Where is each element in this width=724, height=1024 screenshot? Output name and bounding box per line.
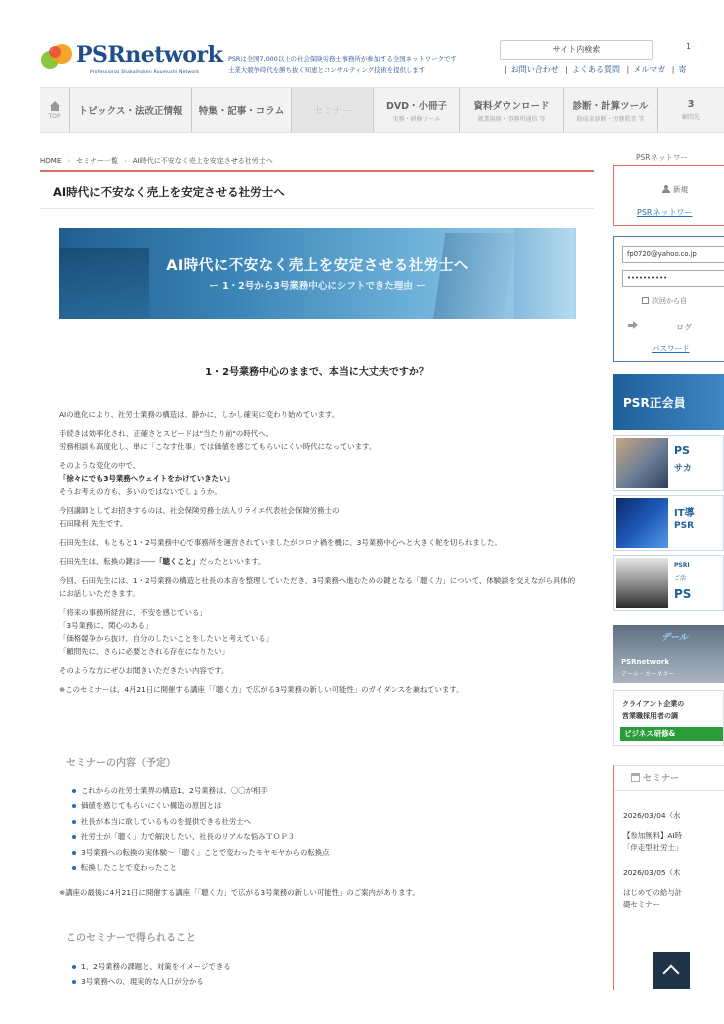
home-icon xyxy=(49,101,61,111)
seminar-description: AIの進化により、社労士業務の構造は、静かに、しかし確実に変わり始めています。 手続きは効率化され、正確さとスピードは"当たり前"の時代へ。 労務相談も高度化し、単に「こなす仕事」では価値を感じてもらいにくい時代になっています。 そのような変化の中で、 「徐々にでも3号業務へウェイトをかけていきたい」 そうお考えの方も、多いのではないでしょうか。 今回講師としてお招きするのは、社会保険労務士法人リライエ代表社会保険労務士の 石田隆利 先生です。 石田先生は、もともと1・2号業務中心で事務所を運営されていましたがコロナ禍を機に、3号業務中心へと大きく舵を切られました。 石田先生は、転換の鍵は――「聴くこと」だったといいます。 今回、石田先生には、1・2号業務の構造と社長の本音を整理していただき、3号業務へ進むための鍵となる「聴く力」について、体験談を交えながら具体的にお話しいただきます。 「将来の事務所経営に、不安を感じている」 「3号業務に、関心のある」 「価格競争から抜け、自分のしたいことをしたいと考えている」 「顧問先に、さらに必要とされる存在になりたい」 そのような方にぜひお聞きいただきたい内容です。 ※このセミナーは、4月21日に開催する講座「「聴く力」で広がる3号業務の新しい可能性」のガイダンスを兼ねています。 xyxy=(59,408,579,702)
logo-mark-icon xyxy=(40,42,74,74)
site-search-button[interactable]: サイト内検索 xyxy=(500,40,653,60)
email-field[interactable]: fp0720@yahoo.co.jp xyxy=(622,246,724,263)
banner-4[interactable]: PSRI ご活 PS xyxy=(613,555,724,611)
login-form xyxy=(613,236,724,362)
new-register-button[interactable]: 新規 xyxy=(662,184,688,195)
header-extra-link[interactable]: 1 xyxy=(686,42,692,51)
seminar-banner xyxy=(59,228,576,319)
target-quotes: 「将来の事務所経営に、不安を感じている」 「3号業務に、関心のある」 「価格競争から抜け、自分のしたいことをしたいと考えている」 「顧問先に、さらに必要とされる存在になりたい」 xyxy=(59,608,274,656)
title-divider xyxy=(40,208,594,209)
logo-text: PSRnetwork xyxy=(76,42,223,68)
breadcrumb-home[interactable]: HOME xyxy=(40,157,62,165)
header-tagline: PSRは全国7,000以上の社会保険労務士事務所が参加する全国ネットワークです 土業大競争時代を勝ち抜く知恵とコンサルティング技術を提供します xyxy=(228,55,457,74)
faq-link[interactable]: よくある質問 xyxy=(571,65,620,74)
banner-business-training[interactable]: クライアント企業の 営業職採用者の調 ビジネス研修& xyxy=(613,690,724,746)
logo[interactable] xyxy=(40,40,223,80)
contents-list xyxy=(72,783,572,875)
header-link-4[interactable]: 寄 xyxy=(678,65,687,74)
password-field[interactable]: •••••••••• xyxy=(622,270,724,287)
gains-list xyxy=(72,959,572,990)
forgot-password-link[interactable]: パスワード xyxy=(652,344,690,353)
banner-photo xyxy=(616,558,668,608)
psr-network-link[interactable]: PSRネットワー xyxy=(637,208,693,217)
nav-item-more[interactable]: 3 顧問先 xyxy=(681,99,700,121)
nav-articles[interactable]: 特集・記事・コラム xyxy=(192,88,292,132)
banner-photo xyxy=(616,498,668,548)
nav-dvd[interactable]: DVD・小冊子 実務・研修ツール xyxy=(374,88,460,132)
nav-topics[interactable]: トピックス・法改正情報 xyxy=(70,88,192,132)
sidebar-caption: PSRネットワー xyxy=(636,153,688,162)
banner-title: AI時代に不安なく売上を安定させる社労士へ xyxy=(166,258,469,274)
seminar-list-heading: セミナー xyxy=(631,771,679,784)
contents-note: ※講座の最後に4月21日に開催する講座「「聴く力」で広がる3号業務の新しい可能性」のご案内があります。 xyxy=(59,888,420,897)
nav-download[interactable]: 資料ダウンロード 就業規則・事務所通信 等 xyxy=(460,88,564,132)
header-links: | お問い合わせ | よくある質問 | メルマガ | 寄 xyxy=(504,65,687,74)
breadcrumb-current: AI時代に不安なく売上を安定させる社労士へ xyxy=(132,157,273,165)
banner-dale-carnegie[interactable]: デール PSRnetwork デール・カーネギー xyxy=(613,625,724,683)
mailmag-link[interactable]: メルマガ xyxy=(633,65,666,74)
title-accent-bar xyxy=(40,170,594,172)
register-box xyxy=(613,165,724,226)
breadcrumb-seminar-list[interactable]: セミナー一覧 xyxy=(76,157,119,165)
page-title: AI時代に不安なく売上を安定させる社労士へ xyxy=(53,185,285,199)
nav-seminar[interactable]: セミナー xyxy=(292,88,374,132)
scroll-to-top-button[interactable] xyxy=(653,952,690,989)
logo-subtext: Professional Shakaihoken Roumushi Network xyxy=(90,70,200,75)
lead-question: 1・2号業務中心のままで、本当に大丈夫ですか？ xyxy=(205,367,429,378)
nav-home[interactable]: TOP xyxy=(40,88,70,132)
seminar-date: 2026/03/04（水 xyxy=(623,811,681,820)
login-icon xyxy=(628,321,638,330)
banner-2[interactable]: PS サカ xyxy=(613,435,724,491)
banner-subtitle: ー 1・2号から3号業務中心にシフトできた理由 ー xyxy=(209,281,426,292)
login-button[interactable]: ログ xyxy=(676,323,692,332)
banner-psr-member[interactable]: PSR正会員 xyxy=(613,374,724,430)
list-item: 3号業務への転換の実体験～「聴く」ことで変わったモヤモヤからの転換点 xyxy=(72,845,572,860)
list-item: 社労士が「聴く」力で解決したい、社長のリアルな悩みＴＯＰ３ xyxy=(72,829,572,844)
contents-heading: セミナーの内容（予定） xyxy=(66,758,176,769)
checkbox-icon xyxy=(642,297,649,304)
calendar-icon xyxy=(631,773,640,782)
seminar-date: 2026/03/05（木 xyxy=(623,868,681,877)
list-item: 転換したことで変わったこと xyxy=(72,860,572,875)
banner-photo xyxy=(616,438,668,488)
list-item: 3号業務への、現実的な入口が分かる xyxy=(72,974,572,989)
remember-checkbox[interactable]: 次回から自 xyxy=(642,296,687,306)
contact-link[interactable]: お問い合わせ xyxy=(510,65,559,74)
gains-heading: このセミナーで得られること xyxy=(66,933,196,944)
user-icon xyxy=(662,185,670,193)
seminar-link[interactable]: はじめての給与計 礎セミナー xyxy=(623,888,683,909)
banner-it[interactable]: IT導 PSR xyxy=(613,495,724,551)
global-nav xyxy=(40,87,724,133)
nav-tools[interactable]: 診断・計算ツール 助成金診断・労務監査 等 xyxy=(564,88,658,132)
list-item: 1、2号業務の課題と、対策をイメージできる xyxy=(72,959,572,974)
seminar-link[interactable]: 【参加無料】AI時 「伴走型社労士」 xyxy=(623,831,683,852)
breadcrumb: HOME › セミナー一覧 › AI時代に不安なく売上を安定させる社労士へ xyxy=(40,157,273,165)
list-item: 社長が本当に欲しているものを提供できる社労士へ xyxy=(72,814,572,829)
list-item: これからの社労士業界の構造1、2号業務は、〇〇が相手 xyxy=(72,783,572,798)
list-item: 価値を感じてもらいにくい構造の原因とは xyxy=(72,798,572,813)
